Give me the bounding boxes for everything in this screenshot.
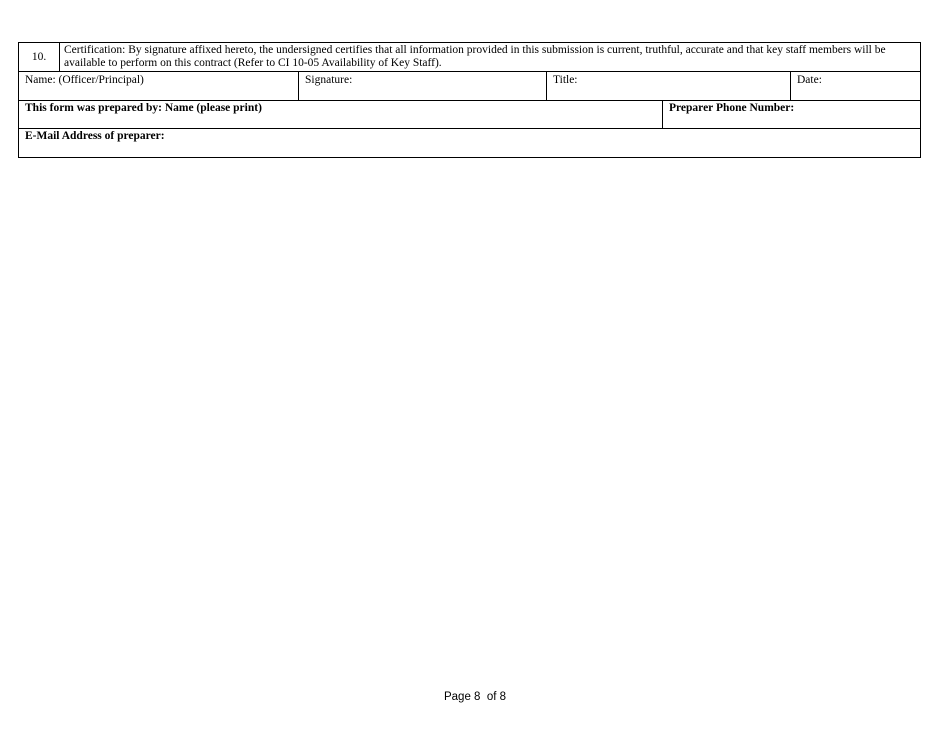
certification-row	[19, 43, 920, 72]
preparer-phone-label: Preparer Phone Number:	[669, 102, 795, 114]
certification-form	[18, 42, 921, 158]
email-row	[19, 129, 920, 157]
officer-name-field[interactable]	[19, 72, 299, 100]
preparer-phone-field[interactable]	[663, 101, 920, 128]
item-number: 10.	[19, 43, 60, 71]
signature-label: Signature:	[305, 74, 353, 86]
preparer-name-field[interactable]	[19, 101, 663, 128]
signature-row	[19, 72, 920, 101]
preparer-email-field[interactable]	[19, 129, 920, 157]
certification-text: Certification: By signature affixed hereto, the undersigned certifies that all information provided in this submission is current, truthful, accurate and that key staff members will be available to perform on this contract (Refer to CI 10-05 Availability of Key Staff).	[64, 44, 886, 69]
officer-name-label: Name: (Officer/Principal)	[25, 74, 144, 86]
title-label: Title:	[553, 74, 578, 86]
date-field[interactable]	[791, 72, 920, 100]
preparer-row	[19, 101, 920, 129]
preparer-email-label: E-Mail Address of preparer:	[25, 130, 165, 142]
date-label: Date:	[797, 74, 822, 86]
title-field[interactable]	[547, 72, 791, 100]
preparer-name-label: This form was prepared by: Name (please print)	[25, 102, 262, 114]
page-number: Page 8 of 8	[443, 691, 507, 703]
signature-field[interactable]	[299, 72, 547, 100]
